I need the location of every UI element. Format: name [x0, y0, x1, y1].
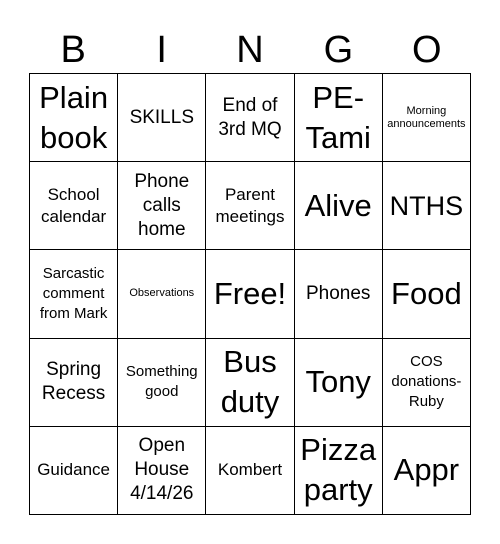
- bingo-cell[interactable]: [383, 74, 471, 162]
- bingo-cell[interactable]: [295, 162, 383, 250]
- bingo-cell[interactable]: [118, 162, 206, 250]
- cell-text: Free!: [213, 275, 287, 311]
- bingo-cell[interactable]: [206, 74, 294, 162]
- bingo-cell[interactable]: [206, 162, 294, 250]
- bingo-cell[interactable]: [206, 339, 294, 427]
- bingo-cell[interactable]: [118, 427, 206, 515]
- bingo-cell[interactable]: [383, 427, 471, 515]
- bingo-cell[interactable]: [295, 339, 383, 427]
- cell-text: Morning announcements: [387, 104, 466, 130]
- bingo-cell[interactable]: [30, 74, 118, 162]
- bingo-cell[interactable]: [383, 250, 471, 338]
- bingo-cell[interactable]: [30, 427, 118, 515]
- header-letter-o: O: [412, 29, 442, 71]
- header-letter-i: I: [156, 29, 167, 71]
- cell-text: Appr: [393, 452, 460, 488]
- bingo-cell[interactable]: [383, 339, 471, 427]
- cell-text: End of 3rd MQ: [218, 94, 282, 140]
- bingo-cell[interactable]: [118, 250, 206, 338]
- cell-text: Phone calls home: [134, 170, 190, 240]
- free-space-cell[interactable]: [206, 250, 294, 338]
- bingo-cell[interactable]: [118, 74, 206, 162]
- cell-text: Plain book: [39, 79, 109, 155]
- header-letter-n: N: [236, 29, 264, 71]
- bingo-cell[interactable]: [30, 162, 118, 250]
- cell-text: Phones: [305, 282, 371, 304]
- cell-text: Tony: [305, 364, 371, 400]
- cell-text: NTHS: [389, 190, 464, 221]
- cell-text: SKILLS: [129, 106, 194, 128]
- cell-text: Spring Recess: [41, 359, 106, 405]
- cell-text: Sarcastic comment from Mark: [39, 264, 108, 322]
- cell-text: Guidance: [37, 460, 110, 480]
- cell-text: Bus duty: [220, 344, 280, 420]
- cell-text: Food: [391, 275, 462, 311]
- header-letter-b: B: [60, 29, 86, 71]
- cell-text: Pizza party: [300, 432, 377, 508]
- cell-text: COS donations-Ruby: [391, 353, 462, 411]
- bingo-grid: [29, 73, 471, 515]
- cell-text: Observations: [129, 287, 195, 300]
- cell-text: Parent meetings: [215, 184, 285, 226]
- bingo-cell[interactable]: [295, 427, 383, 515]
- bingo-cell[interactable]: [383, 162, 471, 250]
- cell-text: PE-Tami: [305, 79, 371, 155]
- bingo-header: [29, 26, 471, 74]
- bingo-cell[interactable]: [30, 250, 118, 338]
- bingo-cell[interactable]: [118, 339, 206, 427]
- cell-text: School calendar: [40, 184, 107, 226]
- bingo-cell[interactable]: [30, 339, 118, 427]
- cell-text: Alive: [304, 187, 372, 223]
- bingo-cell[interactable]: [295, 74, 383, 162]
- bingo-cell[interactable]: [206, 427, 294, 515]
- bingo-cell[interactable]: [295, 250, 383, 338]
- header-letter-g: G: [323, 29, 354, 71]
- cell-text: Something good: [125, 363, 198, 401]
- cell-text: Open House 4/14/26: [130, 435, 194, 505]
- cell-text: Kombert: [217, 460, 283, 480]
